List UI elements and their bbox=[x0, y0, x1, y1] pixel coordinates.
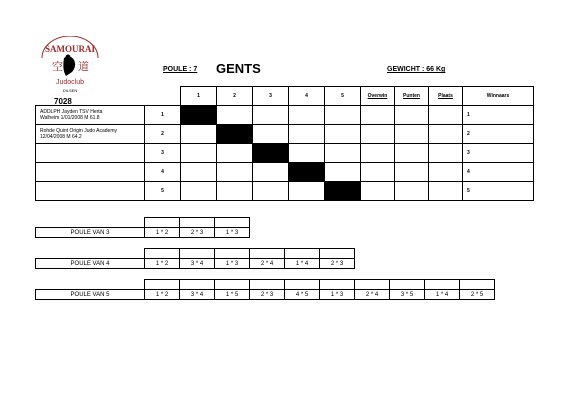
poule-label: POULE : 7 bbox=[163, 66, 198, 73]
blocked-cell bbox=[325, 182, 361, 201]
match-cell: 2 * 3 bbox=[320, 259, 355, 269]
match-cell: 2 * 3 bbox=[250, 290, 285, 300]
table-row bbox=[36, 182, 534, 201]
match-cell: 4 * 5 bbox=[285, 290, 320, 300]
poule-van-5-table bbox=[35, 279, 495, 300]
match-cell: 1 * 2 bbox=[145, 290, 180, 300]
score-cell[interactable] bbox=[289, 106, 325, 125]
score-cell[interactable] bbox=[325, 106, 361, 125]
col-header-5: 5 bbox=[325, 87, 361, 106]
winnaar-number: 1 bbox=[463, 106, 534, 125]
winnaar-number: 3 bbox=[463, 144, 534, 163]
table-row bbox=[36, 163, 534, 182]
row-number: 1 bbox=[145, 106, 181, 125]
plaats-cell[interactable] bbox=[429, 125, 463, 144]
competitor-name bbox=[36, 182, 145, 201]
competitor-name: ADDLPH Jayden TSV Herta Walheim 1/01/2008 M 61.8 bbox=[36, 106, 145, 125]
plaats-cell[interactable] bbox=[429, 106, 463, 125]
punten-cell[interactable] bbox=[395, 144, 429, 163]
score-cell[interactable] bbox=[217, 106, 253, 125]
score-cell[interactable] bbox=[253, 182, 289, 201]
plaats-cell[interactable] bbox=[429, 144, 463, 163]
match-cell: 3 * 4 bbox=[180, 259, 215, 269]
poule-van-3-table bbox=[35, 217, 250, 238]
score-cell[interactable] bbox=[217, 144, 253, 163]
page-title: GENTS bbox=[216, 61, 261, 76]
blocked-cell bbox=[289, 163, 325, 182]
col-header-plaats: Plaats bbox=[429, 87, 463, 106]
score-cell[interactable] bbox=[253, 125, 289, 144]
match-cell: 2 * 4 bbox=[355, 290, 390, 300]
score-cell[interactable] bbox=[253, 163, 289, 182]
svg-text:SAMOURAI: SAMOURAI bbox=[44, 44, 96, 54]
code-number: 7028 bbox=[54, 97, 72, 106]
plaats-cell[interactable] bbox=[429, 182, 463, 201]
punten-cell[interactable] bbox=[395, 125, 429, 144]
overwin-cell[interactable] bbox=[361, 163, 395, 182]
match-cell: 1 * 4 bbox=[425, 290, 460, 300]
score-cell[interactable] bbox=[289, 182, 325, 201]
svg-text:Judoclub: Judoclub bbox=[55, 79, 85, 86]
overwin-cell[interactable] bbox=[361, 106, 395, 125]
punten-cell[interactable] bbox=[395, 182, 429, 201]
row-number: 2 bbox=[145, 125, 181, 144]
header-row bbox=[36, 87, 534, 106]
match-cell: 3 * 5 bbox=[390, 290, 425, 300]
col-header-2: 2 bbox=[217, 87, 253, 106]
poule-van-3-row bbox=[36, 228, 250, 238]
score-cell[interactable] bbox=[217, 182, 253, 201]
winnaar-number: 2 bbox=[463, 125, 534, 144]
poule-van-4-row bbox=[36, 259, 355, 269]
table-row bbox=[36, 125, 534, 144]
table-row bbox=[36, 144, 534, 163]
col-header-1: 1 bbox=[181, 87, 217, 106]
winnaar-number: 4 bbox=[463, 163, 534, 182]
punten-cell[interactable] bbox=[395, 163, 429, 182]
competitor-name bbox=[36, 163, 145, 182]
competitor-name bbox=[36, 144, 145, 163]
overwin-cell[interactable] bbox=[361, 182, 395, 201]
score-cell[interactable] bbox=[325, 163, 361, 182]
score-cell[interactable] bbox=[181, 125, 217, 144]
score-cell[interactable] bbox=[325, 144, 361, 163]
col-header-3: 3 bbox=[253, 87, 289, 106]
punten-cell[interactable] bbox=[395, 106, 429, 125]
col-header-winnaars: Winnaars bbox=[463, 87, 534, 106]
match-cell: 1 * 2 bbox=[145, 259, 180, 269]
col-header-punten: Punten bbox=[395, 87, 429, 106]
winnaar-number: 5 bbox=[463, 182, 534, 201]
col-header-overwin: Overwin bbox=[361, 87, 395, 106]
overwin-cell[interactable] bbox=[361, 144, 395, 163]
poule-van-4-table bbox=[35, 248, 355, 269]
poule-grid bbox=[35, 86, 534, 201]
row-number: 4 bbox=[145, 163, 181, 182]
table-row bbox=[36, 106, 534, 125]
score-cell[interactable] bbox=[181, 144, 217, 163]
score-cell[interactable] bbox=[217, 163, 253, 182]
match-cell: 2 * 5 bbox=[460, 290, 495, 300]
match-cell: 1 * 3 bbox=[215, 228, 250, 238]
score-cell[interactable] bbox=[181, 163, 217, 182]
row-number: 3 bbox=[145, 144, 181, 163]
score-cell[interactable] bbox=[325, 125, 361, 144]
poule-van-5-label: POULE VAN 5 bbox=[36, 290, 145, 300]
poule-van-3-label: POULE VAN 3 bbox=[36, 228, 145, 238]
match-cell: 2 * 4 bbox=[250, 259, 285, 269]
match-cell: 3 * 4 bbox=[180, 290, 215, 300]
col-header-4: 4 bbox=[289, 87, 325, 106]
match-cell: 2 * 3 bbox=[180, 228, 215, 238]
match-cell: 1 * 2 bbox=[145, 228, 180, 238]
blocked-cell bbox=[217, 125, 253, 144]
blocked-cell bbox=[181, 106, 217, 125]
svg-text:道: 道 bbox=[78, 61, 89, 73]
match-cell: 1 * 3 bbox=[320, 290, 355, 300]
score-cell[interactable] bbox=[289, 125, 325, 144]
poule-van-4-label: POULE VAN 4 bbox=[36, 259, 145, 269]
row-number: 5 bbox=[145, 182, 181, 201]
plaats-cell[interactable] bbox=[429, 163, 463, 182]
score-cell[interactable] bbox=[181, 182, 217, 201]
svg-text:空: 空 bbox=[52, 61, 63, 73]
match-cell: 1 * 4 bbox=[285, 259, 320, 269]
blocked-cell bbox=[253, 144, 289, 163]
match-cell: 1 * 3 bbox=[215, 259, 250, 269]
overwin-cell[interactable] bbox=[361, 125, 395, 144]
score-cell[interactable] bbox=[289, 144, 325, 163]
competitor-name: Rohde Quint Origin Judo Academy 12/04/2008 M 64.2 bbox=[36, 125, 145, 144]
poule-van-5-row bbox=[36, 290, 495, 300]
score-cell[interactable] bbox=[253, 106, 289, 125]
match-cell: 1 * 5 bbox=[215, 290, 250, 300]
svg-text:DILSEN: DILSEN bbox=[62, 88, 78, 93]
gewicht-label: GEWICHT : 66 Kg bbox=[387, 66, 446, 73]
